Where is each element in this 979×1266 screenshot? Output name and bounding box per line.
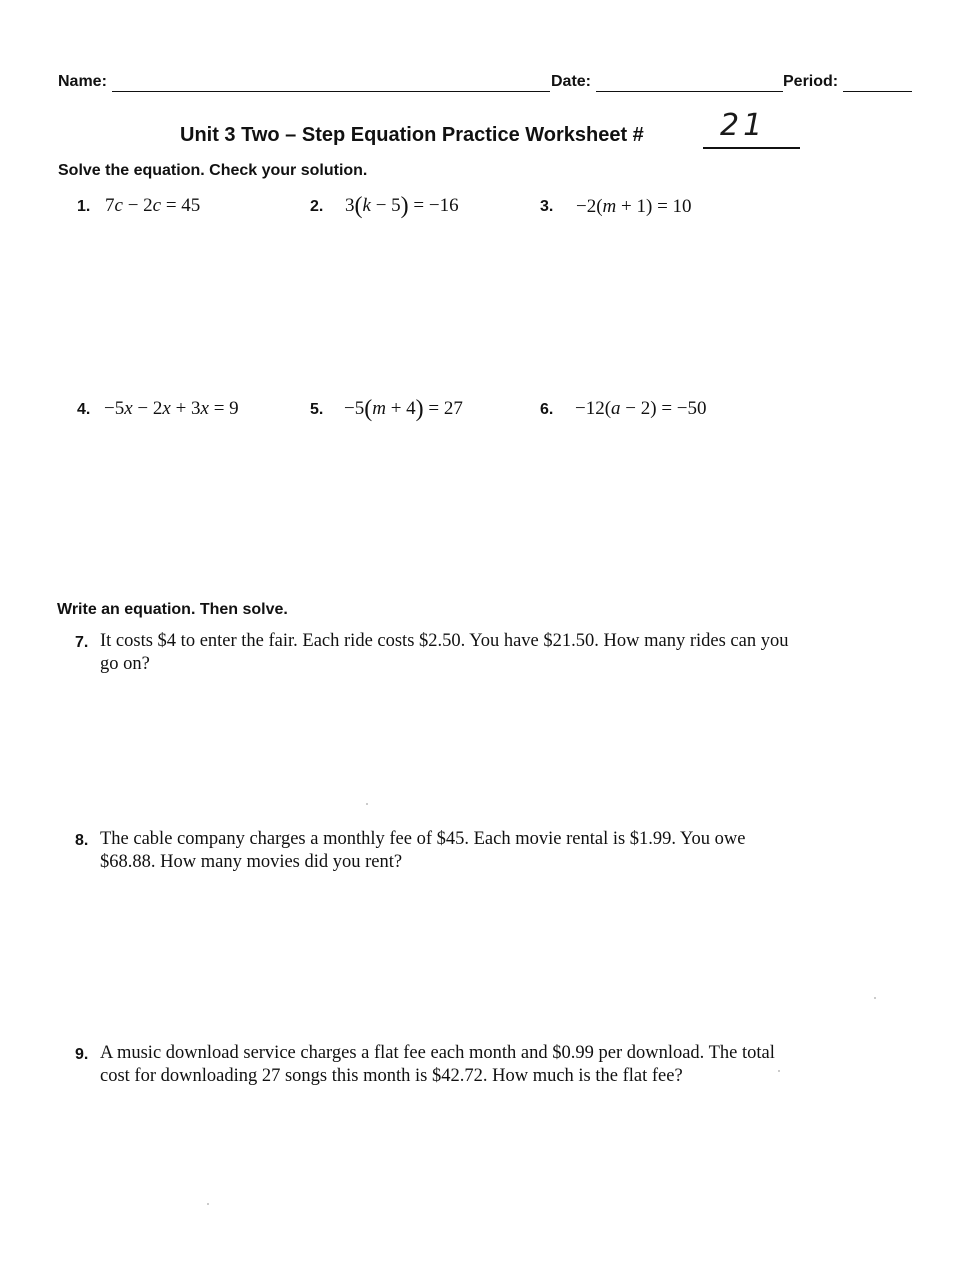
problem-5-number: 5.	[310, 401, 324, 418]
handwritten-worksheet-number: 21	[720, 108, 767, 143]
problem-8-text: The cable company charges a monthly fee of $45. Each movie rental is $1.99. You owe $68.88. How many movies did you rent?	[100, 829, 746, 872]
problem-4-equation: −5x − 2x + 3x = 9	[104, 398, 239, 419]
problem-2-number: 2.	[310, 198, 324, 215]
problem-3-equation: −2(m + 1) = 10	[576, 196, 692, 217]
scan-speck	[778, 1070, 780, 1072]
name-label: Name:	[58, 73, 107, 90]
problem-7-text: It costs $4 to enter the fair. Each ride costs $2.50. You have $21.50. How many rides can you go on?	[100, 631, 789, 674]
problem-9-text: A music download service charges a flat fee each month and $0.99 per download. The total cost for downloading 27 songs this month is $42.72. How much is the flat fee?	[100, 1043, 775, 1086]
section1-instruction: Solve the equation. Check your solution.	[58, 162, 368, 179]
section2-instruction: Write an equation. Then solve.	[57, 601, 288, 618]
problem-6-number: 6.	[540, 401, 554, 418]
problem-7-number: 7.	[75, 634, 89, 651]
problem-4-number: 4.	[77, 401, 91, 418]
problem-6-equation: −12(a − 2) = −50	[575, 398, 707, 419]
problem-2-equation: 3(k − 5) = −16	[345, 193, 459, 219]
problem-1-equation: 7c − 2c = 45	[105, 195, 201, 216]
scan-speck	[874, 997, 876, 999]
date-label: Date:	[551, 73, 592, 90]
problem-9-number: 9.	[75, 1046, 89, 1063]
problem-3-number: 3.	[540, 198, 554, 215]
name-field[interactable]	[112, 77, 550, 92]
problem-1-number: 1.	[77, 198, 91, 215]
page-title: Unit 3 Two – Step Equation Practice Worksheet #	[180, 124, 644, 146]
problem-8-number: 8.	[75, 832, 89, 849]
scan-speck	[366, 803, 368, 805]
date-field[interactable]	[596, 77, 783, 92]
problem-5-equation: −5(m + 4) = 27	[344, 396, 463, 422]
period-label: Period:	[783, 73, 839, 90]
scan-speck	[207, 1203, 209, 1205]
worksheet-number-line	[703, 147, 800, 149]
period-field[interactable]	[843, 77, 912, 92]
